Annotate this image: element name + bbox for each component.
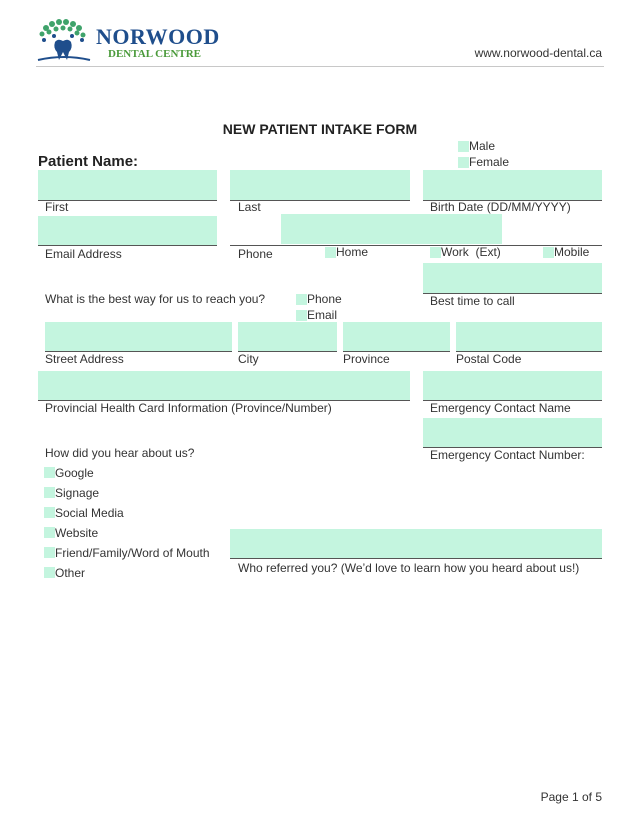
emergency-name-field[interactable] xyxy=(423,371,602,401)
tree-tooth-icon xyxy=(36,18,92,64)
phone-label: Phone xyxy=(238,247,273,261)
best-time-field[interactable] xyxy=(423,263,602,294)
google-label: Google xyxy=(55,466,94,480)
signage-checkbox[interactable] xyxy=(44,487,55,498)
emergency-name-label: Emergency Contact Name xyxy=(430,401,571,415)
home-phone-checkbox[interactable] xyxy=(325,247,336,258)
province-field[interactable] xyxy=(343,322,450,352)
first-label: First xyxy=(45,200,69,214)
email-field[interactable] xyxy=(38,216,217,246)
phone-field[interactable] xyxy=(281,214,502,244)
work-phone-label: Work (Ext) xyxy=(441,245,501,259)
header-divider xyxy=(36,66,604,67)
referred-by-label: Who referred you? (We’d love to learn how you heard about us!) xyxy=(238,561,580,575)
friend-family-label: Friend/Family/Word of Mouth xyxy=(55,546,210,560)
street-label: Street Address xyxy=(45,352,124,366)
referred-by-field[interactable] xyxy=(230,529,602,559)
male-checkbox[interactable] xyxy=(458,141,469,152)
home-phone-label: Home xyxy=(336,245,369,259)
contact-phone-label: Phone xyxy=(307,292,342,306)
health-card-label: Provincial Health Card Information (Province/Number) xyxy=(45,401,332,415)
other-checkbox[interactable] xyxy=(44,567,55,578)
birth-date-field[interactable] xyxy=(423,170,602,201)
brand-subtitle: DENTAL CENTRE xyxy=(108,48,202,60)
female-label: Female xyxy=(469,155,510,169)
phone-underline xyxy=(230,245,602,246)
work-phone-checkbox[interactable] xyxy=(430,247,441,258)
emergency-number-label: Emergency Contact Number: xyxy=(430,448,585,462)
website-label: Website xyxy=(55,526,99,540)
last-name-field[interactable] xyxy=(230,170,410,201)
website-url: www.norwood-dental.ca xyxy=(474,46,602,60)
province-label: Province xyxy=(343,352,390,366)
best-way-label: What is the best way for us to reach you? xyxy=(45,292,266,306)
social-media-checkbox[interactable] xyxy=(44,507,55,518)
google-checkbox[interactable] xyxy=(44,467,55,478)
brand-name: NORWOOD xyxy=(96,24,220,49)
signage-label: Signage xyxy=(55,486,100,500)
hear-about-label: How did you hear about us? xyxy=(45,446,195,460)
website-checkbox[interactable] xyxy=(44,527,55,538)
best-time-label: Best time to call xyxy=(430,294,515,308)
first-name-field[interactable] xyxy=(38,170,217,201)
form-title: NEW PATIENT INTAKE FORM xyxy=(222,121,418,137)
friend-family-checkbox[interactable] xyxy=(44,547,55,558)
postal-code-field[interactable] xyxy=(456,322,602,352)
birth-date-label: Birth Date (DD/MM/YYYY) xyxy=(430,200,571,214)
email-label: Email Address xyxy=(45,247,122,261)
contact-email-label: Email xyxy=(307,308,338,322)
health-card-field[interactable] xyxy=(38,371,410,401)
contact-email-checkbox[interactable] xyxy=(296,310,307,321)
logo xyxy=(36,18,220,64)
female-checkbox[interactable] xyxy=(458,157,469,168)
other-label: Other xyxy=(55,566,86,580)
postal-code-label: Postal Code xyxy=(456,352,522,366)
male-label: Male xyxy=(469,139,496,153)
mobile-phone-checkbox[interactable] xyxy=(543,247,554,258)
page-number: Page 1 of 5 xyxy=(540,790,602,804)
emergency-number-field[interactable] xyxy=(423,418,602,448)
street-address-field[interactable] xyxy=(45,322,232,352)
mobile-phone-label: Mobile xyxy=(554,245,590,259)
last-label: Last xyxy=(238,200,261,214)
patient-name-heading: Patient Name: xyxy=(38,153,139,170)
contact-phone-checkbox[interactable] xyxy=(296,294,307,305)
city-label: City xyxy=(238,352,259,366)
social-media-label: Social Media xyxy=(55,506,124,520)
city-field[interactable] xyxy=(238,322,337,352)
